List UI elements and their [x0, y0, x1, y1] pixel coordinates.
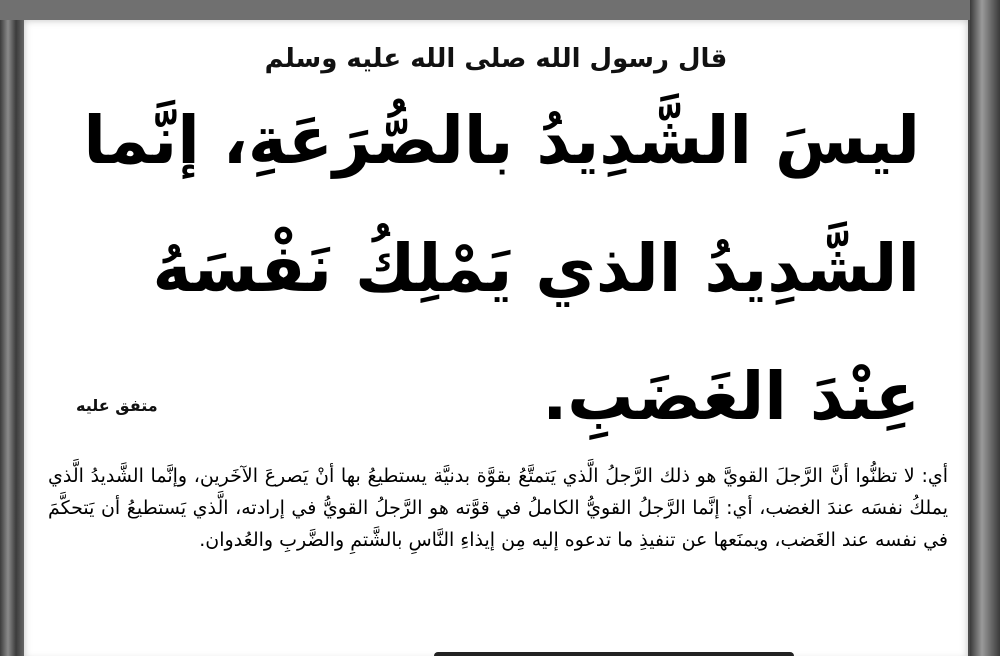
- frame-top-edge: [0, 0, 1000, 20]
- commentary-block: [48, 460, 948, 556]
- bottom-edge-bar: [434, 652, 794, 656]
- intro-text: قال رسول الله صلى الله عليه وسلم: [264, 44, 728, 74]
- poster-card: [24, 20, 968, 656]
- hadith-line-2: الشَّدِيدُ الذي يَمْلِكُ نَفْسَهُ: [152, 230, 920, 307]
- hadith-source: متفق عليه: [76, 396, 158, 415]
- hadith-line-3: عِنْدَ الغَضَبِ.: [542, 358, 920, 435]
- hadith-line-1: ليسَ الشَّدِيدُ بالصُّرَعَةِ، إنَّما: [83, 102, 920, 179]
- commentary-text: أي: لا تظنُّوا أنَّ الرَّجلَ القويَّ هو ذلك الرَّجلُ الَّذي يَتمتَّعُ بقوَّة بدنيَّة يستطيعُ بها أنْ يَصرعَ الآخَرين، وإنَّما الشَّديدُ الَّذي يملكُ نفسَه عندَ الغضب، أي: إنَّما الرَّجلُ القويُّ الكاملُ في قوَّته هو الرَّجلُ القويُّ في إرادته، الَّذي يَستطيعُ أن يَتحكَّمَ في نفسه عند الغَضب، ويمنَعها عن تنفيذِ ما تدعوه إليه مِن إيذاءِ النَّاسِ بالشَّتمِ والضَّربِ والعُدوان.: [48, 465, 948, 551]
- frame-right-edge: [970, 0, 1000, 656]
